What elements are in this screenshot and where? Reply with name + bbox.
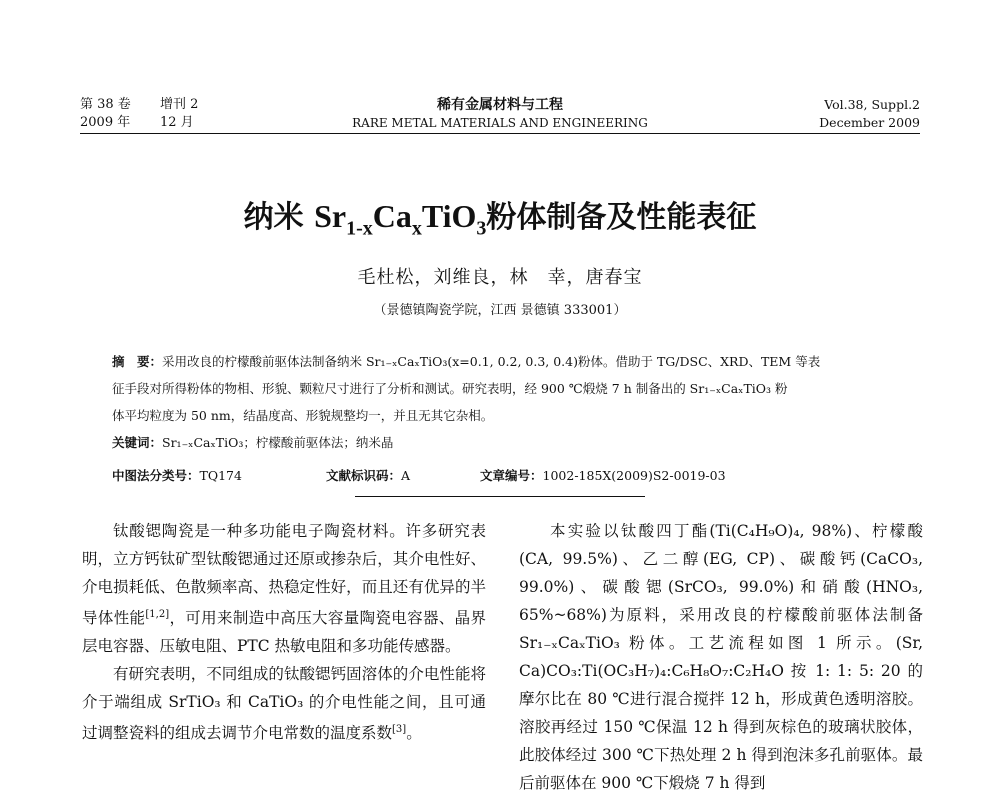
header-vol-en: Vol.38, Suppl.2 — [824, 97, 920, 112]
abstract-text-1: 采用改良的柠檬酸前驱体法制备纳米 Sr₁₋ₓCaₓTiO₃(x=0.1, 0.2, 0.3, 0.4)粉体。借助于 TG/DSC、XRD、TEM 等表 — [162, 354, 821, 369]
abstract-line-3 — [112, 402, 882, 429]
p2-text-a: 有研究表明，不同组成的钛酸锶钙固溶体的介电性能将介于端组成 SrTiO₃ 和 CaTiO₃ 的介电性能之间，且可通过调整瓷料的组成去调节介电常数的温度系数 — [82, 665, 486, 743]
journal-title-cn: 稀有金属材料与工程 — [437, 97, 563, 113]
clc-number — [112, 466, 242, 484]
article-value: 1002-185X(2009)S2-0019-03 — [542, 468, 726, 483]
citation-3: [3] — [392, 724, 407, 736]
header-journal — [80, 96, 920, 132]
doc-value: A — [401, 468, 411, 483]
formula-sub-1: 1-x — [346, 217, 373, 240]
affiliation: （景德镇陶瓷学院，江西 景德镇 333001） — [373, 303, 627, 318]
keywords-label: 关键词： — [112, 435, 163, 450]
journal-title-en: RARE METAL MATERIALS AND ENGINEERING — [352, 116, 648, 130]
header-volume: 第 38 卷 — [80, 97, 131, 112]
abstract-text-3: 体平均粒度为 50 nm，结晶度高、形貌规整均一，并且无其它杂相。 — [112, 408, 494, 423]
clc-value: TQ174 — [199, 468, 242, 483]
abstract-separator — [355, 496, 645, 497]
keywords-line — [112, 429, 882, 456]
p1-text-b: ，可用来制造中高压大容量陶瓷电容器、晶界层电容器、压敏电阻、PTC 热敏电阻和多功能传感器。 — [82, 609, 486, 656]
formula-part-1: Sr — [314, 198, 347, 234]
body-paragraph-3: 本实验以钛酸四丁酯(Ti(C₄H₉O)₄, 98%)、柠檬酸(CA, 99.5%)、乙二醇(EG, CP)、碳酸钙(CaCO₃, 99.0%)、碳酸锶(SrCO₃, 99.0%)和硝酸(HNO₃, 65%~68%)为原料，采用改良的柠檬酸前驱体法制备 Sr₁₋ₓCaₓTiO₃ 粉体。工艺流程如图 1 所示。(Sr, Ca)CO₃:Ti(OC₃H₇)₄:C₆H₈O₇:C₂H₄O 按 1: 1: 5: 20 的摩尔比在 80 ℃进行混合搅拌 12 h，形成黄色透明溶胶。溶胶再经过 150 ℃保温 12 h 得到灰棕色的玻璃状胶体，此胶体经过 300 ℃下热处理 2 h 得到泡沫多孔前驱体。最后前驱体在 900 ℃下煅烧 7 h 得到 — [519, 522, 923, 792]
authors: 毛杜松，刘维良，林 幸，唐春宝 — [357, 267, 643, 288]
body-column-left — [82, 517, 486, 747]
article-label: 文章编号： — [480, 468, 543, 483]
abstract-label: 摘 要： — [112, 354, 163, 369]
body-paragraph-2 — [82, 660, 486, 747]
title-suffix: 粉体制备及性能表征 — [486, 200, 757, 235]
header-month: 12 月 — [160, 115, 194, 130]
citation-1-2: [1,2] — [145, 609, 170, 620]
document-code — [326, 466, 410, 484]
p1-text-a: 钛酸锶陶瓷是一种多功能电子陶瓷材料。许多研究表明，立方钙钛矿型钛酸锶通过还原或掺杂后，其介电性好、介电损耗低、色散频率高、热稳定性好，而且还有优异的半导体性能 — [82, 522, 486, 628]
body-column-right — [519, 517, 923, 797]
abstract-text-2: 征手段对所得粉体的物相、形貌、颗粒尺寸进行了分析和测试。研究表明，经 900 ℃煅烧 7 h 制备出的 Sr₁₋ₓCaₓTiO₃ 粉 — [112, 381, 788, 396]
title-prefix: 纳米 — [243, 200, 315, 235]
doc-label: 文献标识码： — [326, 468, 402, 483]
paper-title — [0, 196, 1000, 248]
p2-text-b: 。 — [406, 724, 422, 743]
formula-part-3: TiO — [421, 198, 477, 234]
abstract — [112, 348, 882, 456]
keywords-value: Sr₁₋ₓCaₓTiO₃；柠檬酸前驱体法；纳米晶 — [162, 435, 394, 450]
clc-label: 中图法分类号： — [112, 468, 200, 483]
abstract-line-1 — [112, 348, 882, 375]
formula-sub-3: 3 — [476, 217, 487, 240]
header-year: 2009 年 — [80, 115, 131, 130]
body-paragraph-1 — [82, 517, 486, 660]
running-header — [80, 96, 920, 132]
article-number — [480, 466, 726, 484]
formula-sub-2: x — [411, 217, 422, 240]
header-volume-en — [819, 96, 920, 132]
header-date-en: December 2009 — [819, 115, 920, 130]
header-issue: 增刊 2 — [160, 97, 199, 112]
title-formula — [314, 198, 487, 240]
header-rule — [80, 133, 920, 134]
formula-part-2: Ca — [372, 198, 412, 234]
